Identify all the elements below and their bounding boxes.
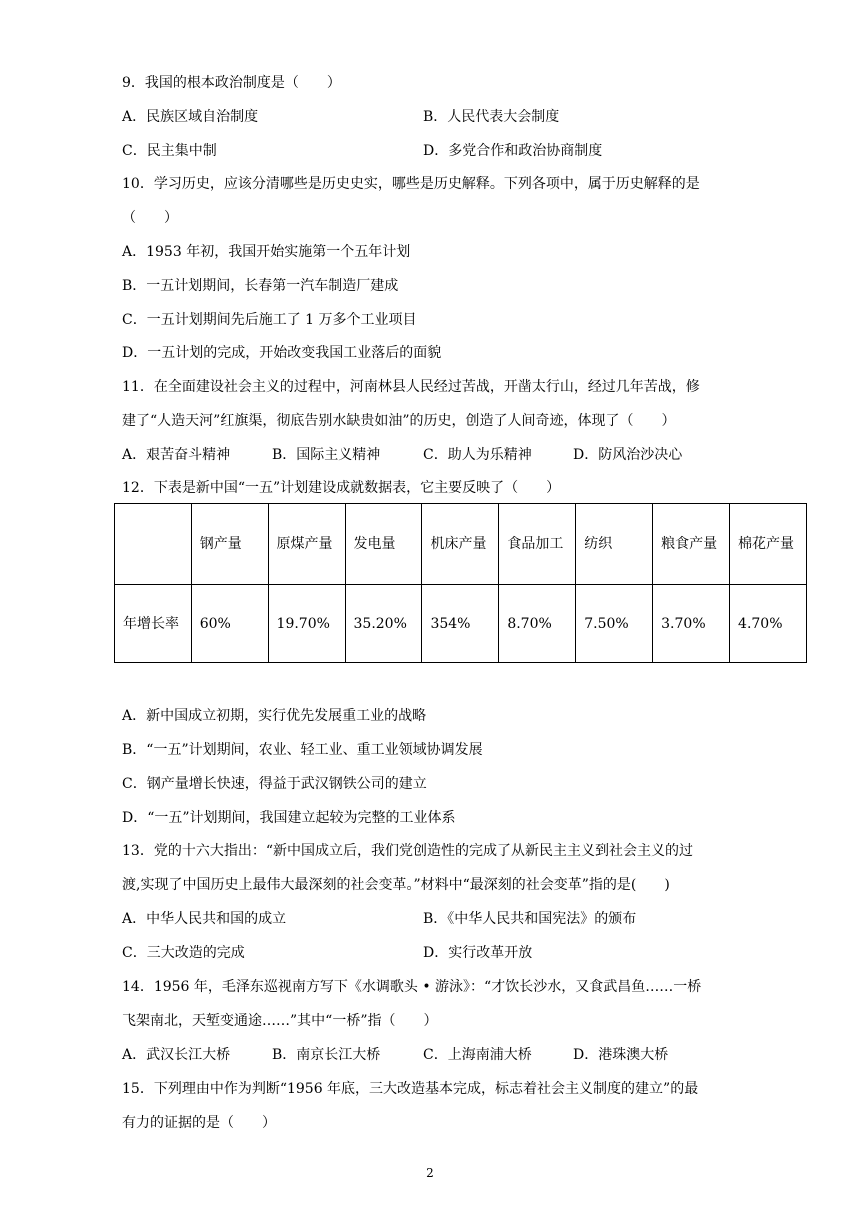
table-header-cell: 机床产量 [422,504,499,585]
table-header-cell: 棉花产量 [730,504,807,585]
q13-option-b: B．《中华人民共和国宪法》的颁布 [423,911,637,927]
q11-option-d: D．防风治沙决心 [573,447,683,463]
question-14-stem: 14．1956 年，毛泽东巡视南方写下《水调歌头 • 游泳》：“才饮长沙水，又食武昌鱼……一桥 [122,979,702,995]
q12-option-d: D．“一五”计划期间，我国建立起较为完整的工业体系 [122,810,456,826]
q12-option-c: C．钢产量增长快速，得益于武汉钢铁公司的建立 [122,776,427,792]
q12-option-b: B．“一五”计划期间，农业、轻工业、重工业领域协调发展 [122,742,483,758]
table-header-row [115,504,807,585]
q11-option-b: B．国际主义精神 [272,447,381,463]
table-cell: 8.70% [499,585,576,663]
question-10-stem: 10．学习历史，应该分清哪些是历史史实，哪些是历史解释。下列各项中，属于历史解释的是 [122,176,700,192]
q14-option-a: A．武汉长江大桥 [122,1047,231,1063]
q11-option-c: C．助人为乐精神 [423,447,532,463]
q14-option-d: D．港珠澳大桥 [573,1047,669,1063]
q13-option-c: C．三大改造的完成 [122,945,245,961]
q11-option-a: A．艰苦奋斗精神 [122,447,231,463]
q13-option-d: D．实行改革开放 [423,945,533,961]
question-15-stem-cont: 有力的证据的是（ ） [122,1115,276,1131]
q14-option-c: C．上海南浦大桥 [423,1047,532,1063]
table-cell: 60% [191,585,268,663]
table-header-cell: 食品加工 [499,504,576,585]
table-cell: 7.50% [576,585,653,663]
question-9-stem: 9．我国的根本政治制度是（ ） [122,75,341,91]
question-13-stem: 13．党的十六大指出：“新中国成立后，我们党创造性的完成了从新民主主义到社会主义的过 [122,843,693,859]
q13-option-a: A．中华人民共和国的成立 [122,911,287,927]
q10-option-b: B．一五计划期间，长春第一汽车制造厂建成 [122,278,399,294]
q9-option-c: C．民主集中制 [122,143,217,159]
q9-option-b: B．人民代表大会制度 [423,109,560,125]
table-cell: 19.70% [268,585,345,663]
q10-option-a: A．1953 年初，我国开始实施第一个五年计划 [122,244,411,260]
question-13-stem-cont: 渡,实现了中国历史上最伟大最深刻的社会变革。”材料中“最深刻的社会变革”指的是( ) [122,877,670,893]
q12-option-a: A．新中国成立初期，实行优先发展重工业的战略 [122,708,427,724]
table-cell: 354% [422,585,499,663]
question-14-stem-cont: 飞架南北，天堑变通途……”其中“一桥”指（ ） [122,1013,438,1029]
table-cell: 3.70% [653,585,730,663]
page-number: 2 [426,1166,434,1180]
table-header-cell: 粮食产量 [653,504,730,585]
table-row-label: 年增长率 [115,585,192,663]
q9-option-d: D．多党合作和政治协商制度 [423,143,603,159]
table-cell: 35.20% [345,585,422,663]
table-cell: 4.70% [730,585,807,663]
question-12-stem: 12．下表是新中国“一五”计划建设成就数据表，它主要反映了（ ） [122,480,561,496]
q10-option-c: C．一五计划期间先后施工了 1 万多个工业项目 [122,312,417,328]
q9-option-a: A．民族区域自治制度 [122,109,259,125]
table-header-cell: 发电量 [345,504,422,585]
question-11-stem-cont: 建了“人造天河”红旗渠，彻底告别水缺贵如油”的历史，创造了人间奇迹，体现了（ ） [122,413,676,429]
table-header-cell: 原煤产量 [268,504,345,585]
table-row [115,585,807,663]
question-15-stem: 15．下列理由中作为判断“1956 年底，三大改造基本完成，标志着社会主义制度的建立”的最 [122,1081,699,1097]
table-header-cell [115,504,192,585]
q10-option-d: D．一五计划的完成，开始改变我国工业落后的面貌 [122,345,442,361]
growth-data-table [114,503,807,663]
question-10-stem-cont: （ ） [122,210,178,226]
question-11-stem: 11．在全面建设社会主义的过程中，河南林县人民经过苦战，开凿太行山，经过几年苦战，修 [122,379,700,395]
table-header-cell: 纺织 [576,504,653,585]
table-header-cell: 钢产量 [191,504,268,585]
q14-option-b: B．南京长江大桥 [272,1047,381,1063]
